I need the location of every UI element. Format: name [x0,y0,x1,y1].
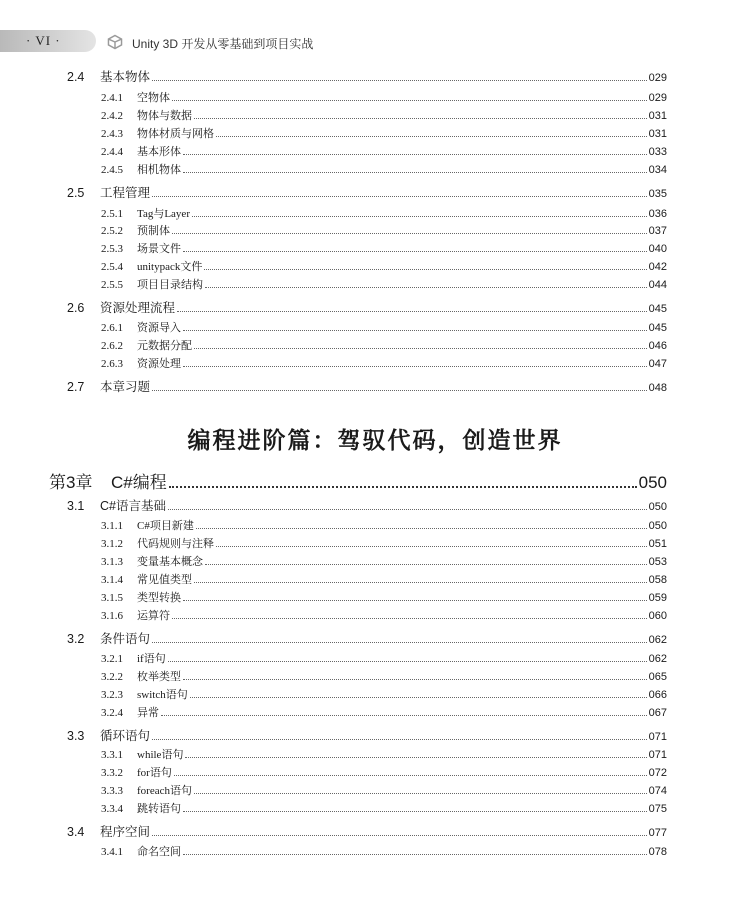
entry-page: 048 [648,382,667,394]
entry-title: 条件语句 [100,632,151,646]
toc-entry-3-1-6[interactable] [101,607,667,623]
entry-page: 040 [648,243,667,255]
entry-number: 2.4.3 [101,128,123,140]
dot-leader [183,807,647,812]
toc-entry-2-4-2[interactable] [101,107,667,123]
entry-page: 078 [648,846,667,858]
entry-number: 2.4.5 [101,164,123,176]
entry-title: 物体材质与网格 [137,128,214,140]
toc-entry-3-4[interactable] [67,822,667,840]
entry-title: 场景文件 [137,243,181,255]
toc-chapter-3[interactable] [49,468,667,493]
entry-page: 053 [648,556,667,568]
dot-leader [205,283,647,288]
entry-page: 034 [648,164,667,176]
entry-title: if语句 [137,653,166,665]
entry-number: 3.1.3 [101,556,123,568]
dot-leader [168,657,647,662]
entry-page: 045 [648,303,667,315]
entry-page: 037 [648,225,667,237]
toc-entry-3-3-1[interactable] [101,746,667,762]
entry-title: 资源处理流程 [100,301,176,315]
entry-page: 059 [648,592,667,604]
chapter-title: C#编程 [111,473,167,492]
dot-leader [172,96,647,101]
page-marker: · VI · [26,33,61,48]
entry-number: 2.4.1 [101,92,123,104]
entry-page: 071 [648,749,667,761]
toc-entry-2-6-1[interactable] [101,319,667,335]
entry-title: Tag与Layer [137,208,190,220]
entry-title: 基本物体 [100,70,151,84]
book-title: Unity 3D 开发从零基础到项目实战 [132,37,314,51]
entry-page: 029 [648,72,667,84]
entry-number: 3.4.1 [101,846,123,858]
entry-page: 046 [648,340,667,352]
dot-leader [192,212,647,217]
entry-title: 代码规则与注释 [137,538,214,550]
entry-title: 循环语句 [100,729,151,743]
entry-title: 资源处理 [137,358,181,370]
toc-entry-3-3[interactable] [67,726,667,744]
entry-page: 060 [648,610,667,622]
entry-number: 3.1.5 [101,592,123,604]
entry-page: 044 [648,279,667,291]
dot-leader [194,789,647,794]
dot-leader [177,307,647,312]
toc-entry-3-2-4[interactable] [101,704,667,720]
entry-page: 035 [648,188,667,200]
unity-logo-icon [106,34,124,50]
toc-entry-3-2-1[interactable] [101,650,667,666]
toc-entry-3-3-4[interactable] [101,800,667,816]
entry-title: 异常 [137,707,159,719]
entry-title: 预制体 [137,225,170,237]
entry-title: switch语句 [137,689,188,701]
toc-entry-2-7[interactable] [67,377,667,395]
entry-title: 工程管理 [100,186,151,200]
entry-page: 042 [648,261,667,273]
entry-page: 031 [648,128,667,140]
entry-title: 相机物体 [137,164,181,176]
entry-number: 2.6.2 [101,340,123,352]
dot-leader [172,614,647,619]
toc-entry-2-5-4[interactable] [101,258,667,274]
dot-leader [169,482,637,488]
dot-leader [152,386,647,391]
entry-number: 3.2 [67,632,85,646]
entry-title: 命名空间 [137,846,181,858]
part-heading: 编程进阶篇：驾驭代码，创造世界 [187,427,563,454]
entry-number: 3.1.4 [101,574,123,586]
entry-page: 029 [648,92,667,104]
entry-number: 3.2.1 [101,653,123,665]
entry-number: 2.4.4 [101,146,123,158]
dot-leader [194,114,647,119]
dot-leader [196,524,647,529]
entry-number: 2.6.1 [101,322,123,334]
entry-number: 3.2.3 [101,689,123,701]
dot-leader [190,693,647,698]
toc-entry-2-4-5[interactable] [101,161,667,177]
entry-title: 程序空间 [100,825,151,839]
toc-entry-2-5-3[interactable] [101,240,667,256]
entry-page: 065 [648,671,667,683]
entry-page: 062 [648,634,667,646]
toc-entry-2-5-2[interactable] [101,222,667,238]
entry-number: 3.3.4 [101,803,123,815]
entry-number: 3.3.3 [101,785,123,797]
dot-leader [183,168,647,173]
entry-number: 2.6 [67,301,85,315]
entry-number: 3.1 [67,499,85,513]
entry-title: 跳转语句 [137,803,181,815]
entry-title: 枚举类型 [137,671,181,683]
dot-leader [161,711,647,716]
entry-page: 075 [648,803,667,815]
entry-title: 基本形体 [137,146,181,158]
dot-leader [152,76,647,81]
toc-entry-2-4-4[interactable] [101,143,667,159]
toc-entry-2-6-2[interactable] [101,337,667,353]
dot-leader [183,675,647,680]
dot-leader [152,638,647,643]
entry-title: C#语言基础 [100,499,166,513]
dot-leader [183,596,647,601]
dot-leader [185,753,646,758]
entry-number: 3.1.1 [101,520,123,532]
entry-number: 2.5.2 [101,225,123,237]
entry-number: 2.4 [67,70,85,84]
toc-entry-2-4[interactable] [67,67,667,85]
entry-title: 资源导入 [137,322,181,334]
toc-entry-2-5[interactable] [67,183,667,201]
toc-entry-2-4-3[interactable] [101,125,667,141]
entry-page: 066 [648,689,667,701]
dot-leader [152,192,647,197]
entry-number: 3.1.2 [101,538,123,550]
entry-page: 067 [648,707,667,719]
toc-entry-3-3-3[interactable] [101,782,667,798]
toc-entry-3-1-5[interactable] [101,589,667,605]
dot-leader [183,326,647,331]
entry-title: for语句 [137,767,172,779]
entry-page: 047 [648,358,667,370]
entry-number: 3.3 [67,729,85,743]
entry-number: 3.3.1 [101,749,123,761]
entry-title: 元数据分配 [137,340,192,352]
entry-page: 031 [648,110,667,122]
entry-title: 变量基本概念 [137,556,203,568]
entry-title: 空物体 [137,92,170,104]
entry-title: 类型转换 [137,592,181,604]
dot-leader [183,150,647,155]
toc-entry-2-5-5[interactable] [101,276,667,292]
dot-leader [204,265,646,270]
toc-entry-3-4-1[interactable] [101,843,667,859]
entry-number: 2.4.2 [101,110,123,122]
entry-title: C#项目新建 [137,520,194,532]
entry-number: 2.5.5 [101,279,123,291]
entry-title: 本章习题 [100,380,151,394]
entry-number: 2.5 [67,186,85,200]
entry-title: foreach语句 [137,785,192,797]
toc-entry-2-6-3[interactable] [101,355,667,371]
entry-title: while语句 [137,749,184,761]
entry-title: 运算符 [137,610,170,622]
entry-page: 050 [648,520,667,532]
toc-entry-3-2-2[interactable] [101,668,667,684]
dot-leader [216,542,647,547]
dot-leader [194,578,647,583]
entry-number: 3.3.2 [101,767,123,779]
toc-entry-3-1-2[interactable] [101,535,667,551]
chapter-number: 第3章 [49,473,93,492]
entry-title: 常见值类型 [137,574,192,586]
toc-entry-3-1-3[interactable] [101,553,667,569]
entry-page: 071 [648,731,667,743]
dot-leader [205,560,647,565]
entry-number: 3.2.4 [101,707,123,719]
dot-leader [168,505,647,510]
dot-leader [172,229,647,234]
entry-number: 2.5.4 [101,261,123,273]
toc-entry-3-1-4[interactable] [101,571,667,587]
entry-page: 051 [648,538,667,550]
toc-entry-3-2[interactable] [67,629,667,647]
dot-leader [194,344,647,349]
dot-leader [216,132,647,137]
entry-number: 2.7 [67,380,85,394]
toc-entry-3-2-3[interactable] [101,686,667,702]
entry-title: 项目目录结构 [137,279,203,291]
entry-title: 物体与数据 [137,110,192,122]
dot-leader [174,771,647,776]
toc-entry-3-1[interactable] [67,496,667,514]
entry-page: 062 [648,653,667,665]
chapter-page: 050 [638,473,667,492]
toc-entry-3-1-1[interactable] [101,517,667,533]
toc-entry-2-4-1[interactable] [101,89,667,105]
entry-number: 3.1.6 [101,610,123,622]
entry-page: 058 [648,574,667,586]
entry-page: 072 [648,767,667,779]
entry-number: 3.4 [67,825,85,839]
entry-number: 2.6.3 [101,358,123,370]
entry-number: 3.2.2 [101,671,123,683]
toc-entry-2-6[interactable] [67,298,667,316]
entry-page: 045 [648,322,667,334]
dot-leader [183,362,647,367]
dot-leader [152,735,647,740]
entry-page: 036 [648,208,667,220]
entry-page: 074 [648,785,667,797]
dot-leader [152,831,647,836]
dot-leader [183,247,647,252]
entry-title: unitypack文件 [137,261,203,273]
toc-entry-3-3-2[interactable] [101,764,667,780]
entry-number: 2.5.1 [101,208,123,220]
entry-page: 077 [648,827,667,839]
dot-leader [183,850,647,855]
entry-page: 050 [648,501,667,513]
toc-entry-2-5-1[interactable] [101,205,667,221]
entry-number: 2.5.3 [101,243,123,255]
entry-page: 033 [648,146,667,158]
